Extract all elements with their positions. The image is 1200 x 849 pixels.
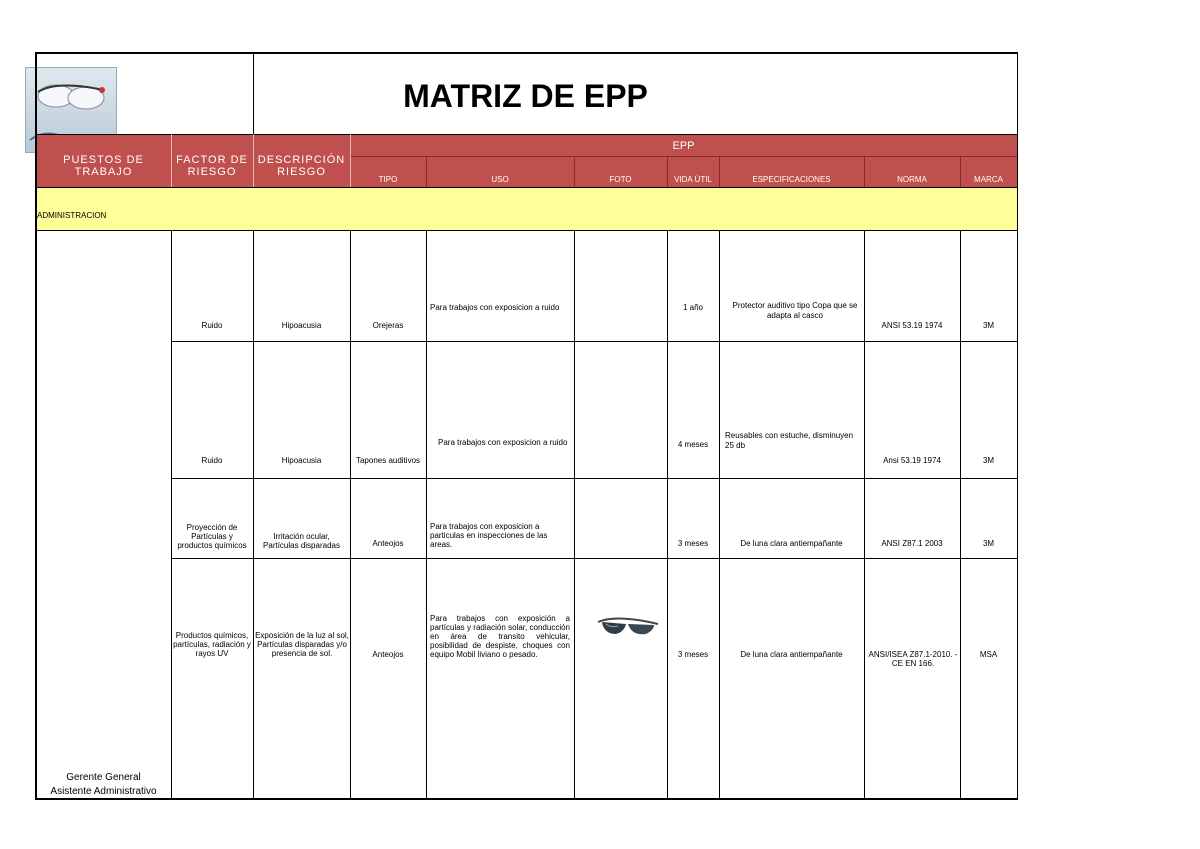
norma-cell: ANSI/ISEA Z87.1-2010. -CE EN 166.: [868, 650, 958, 668]
factor-cell: Ruido: [201, 456, 223, 465]
especificaciones-cell: Reusables con estuche, disminuyen 25 db: [725, 431, 854, 450]
norma-cell: ANSI 53.19 1974: [881, 321, 943, 330]
marca-cell: MSA: [979, 650, 998, 659]
header-especificaciones: ESPECIFICACIONES: [752, 175, 831, 184]
especificaciones-cell: Protector auditivo tipo Copa que se adapta al casco: [732, 301, 858, 320]
factor-cell: Productos químicos, partículas, radiación y rayos UV: [173, 631, 251, 658]
factor-cell: Proyección de Partículas y productos químicos: [177, 523, 247, 550]
norma-cell: ANSI Z87.1 2003: [881, 539, 943, 548]
tipo-cell: Orejeras: [372, 321, 404, 330]
factor-cell: Ruido: [201, 321, 223, 330]
puesto-label-2: Asistente Administrativo: [50, 786, 157, 797]
tipo-cell: Tapones auditivos: [355, 456, 421, 465]
marca-cell: 3M: [982, 321, 995, 330]
marca-cell: 3M: [982, 539, 995, 548]
header-vida: VIDA ÚTIL: [674, 175, 712, 184]
descripcion-cell: Exposición de la luz al sol, Partículas disparadas y/o presencia de sol.: [255, 631, 349, 658]
vida-cell: 1 año: [682, 302, 704, 312]
header-epp: EPP: [672, 140, 695, 152]
header-marca: MARCA: [974, 175, 1003, 184]
header-tipo: TIPO: [378, 175, 398, 184]
sheet-border: [35, 52, 1018, 800]
header-uso: USO: [491, 175, 509, 184]
descripcion-cell: Irritación ocular, Partículas disparadas: [263, 532, 340, 550]
especificaciones-cell: De luna clara antiempañante: [740, 650, 843, 659]
norma-cell: Ansi 53.19 1974: [883, 456, 941, 465]
header-puestos: PUESTOS DE TRABAJO: [63, 154, 144, 178]
uso-cell: Para trabajos con exposicion a particulas en inspecciones de las areas.: [430, 522, 548, 549]
vida-cell: 3 meses: [677, 539, 709, 548]
tipo-cell: Anteojos: [372, 650, 404, 659]
especificaciones-cell: De luna clara antiempañante: [740, 539, 843, 548]
section-label: ADMINISTRACION: [37, 211, 107, 220]
vida-cell: 3 meses: [677, 650, 709, 659]
vida-cell: 4 meses: [677, 439, 709, 449]
descripcion-cell: Hipoacusia: [281, 321, 322, 330]
uso-cell: Para trabajos con exposición a partículas y radiación solar, conducción en área de transito vehicular, posibilidad de despiste, choques con equipo Mobil liviano o pesado.: [430, 614, 570, 659]
header-descripcion: DESCRIPCIÓN RIESGO: [257, 154, 346, 178]
page-title: MATRIZ DE EPP: [403, 78, 648, 114]
header-foto: FOTO: [609, 175, 632, 184]
descripcion-cell: Hipoacusia: [281, 456, 322, 465]
tipo-cell: Anteojos: [372, 539, 404, 548]
puesto-label-1: Gerente General: [66, 772, 141, 783]
marca-cell: 3M: [982, 456, 995, 465]
header-factor: FACTOR DE RIESGO: [176, 154, 248, 178]
uso-cell: Para trabajos con exposicion a ruido: [430, 303, 560, 312]
uso-cell: Para trabajos con exposicion a ruido: [438, 438, 568, 447]
header-norma: NORMA: [897, 175, 927, 184]
